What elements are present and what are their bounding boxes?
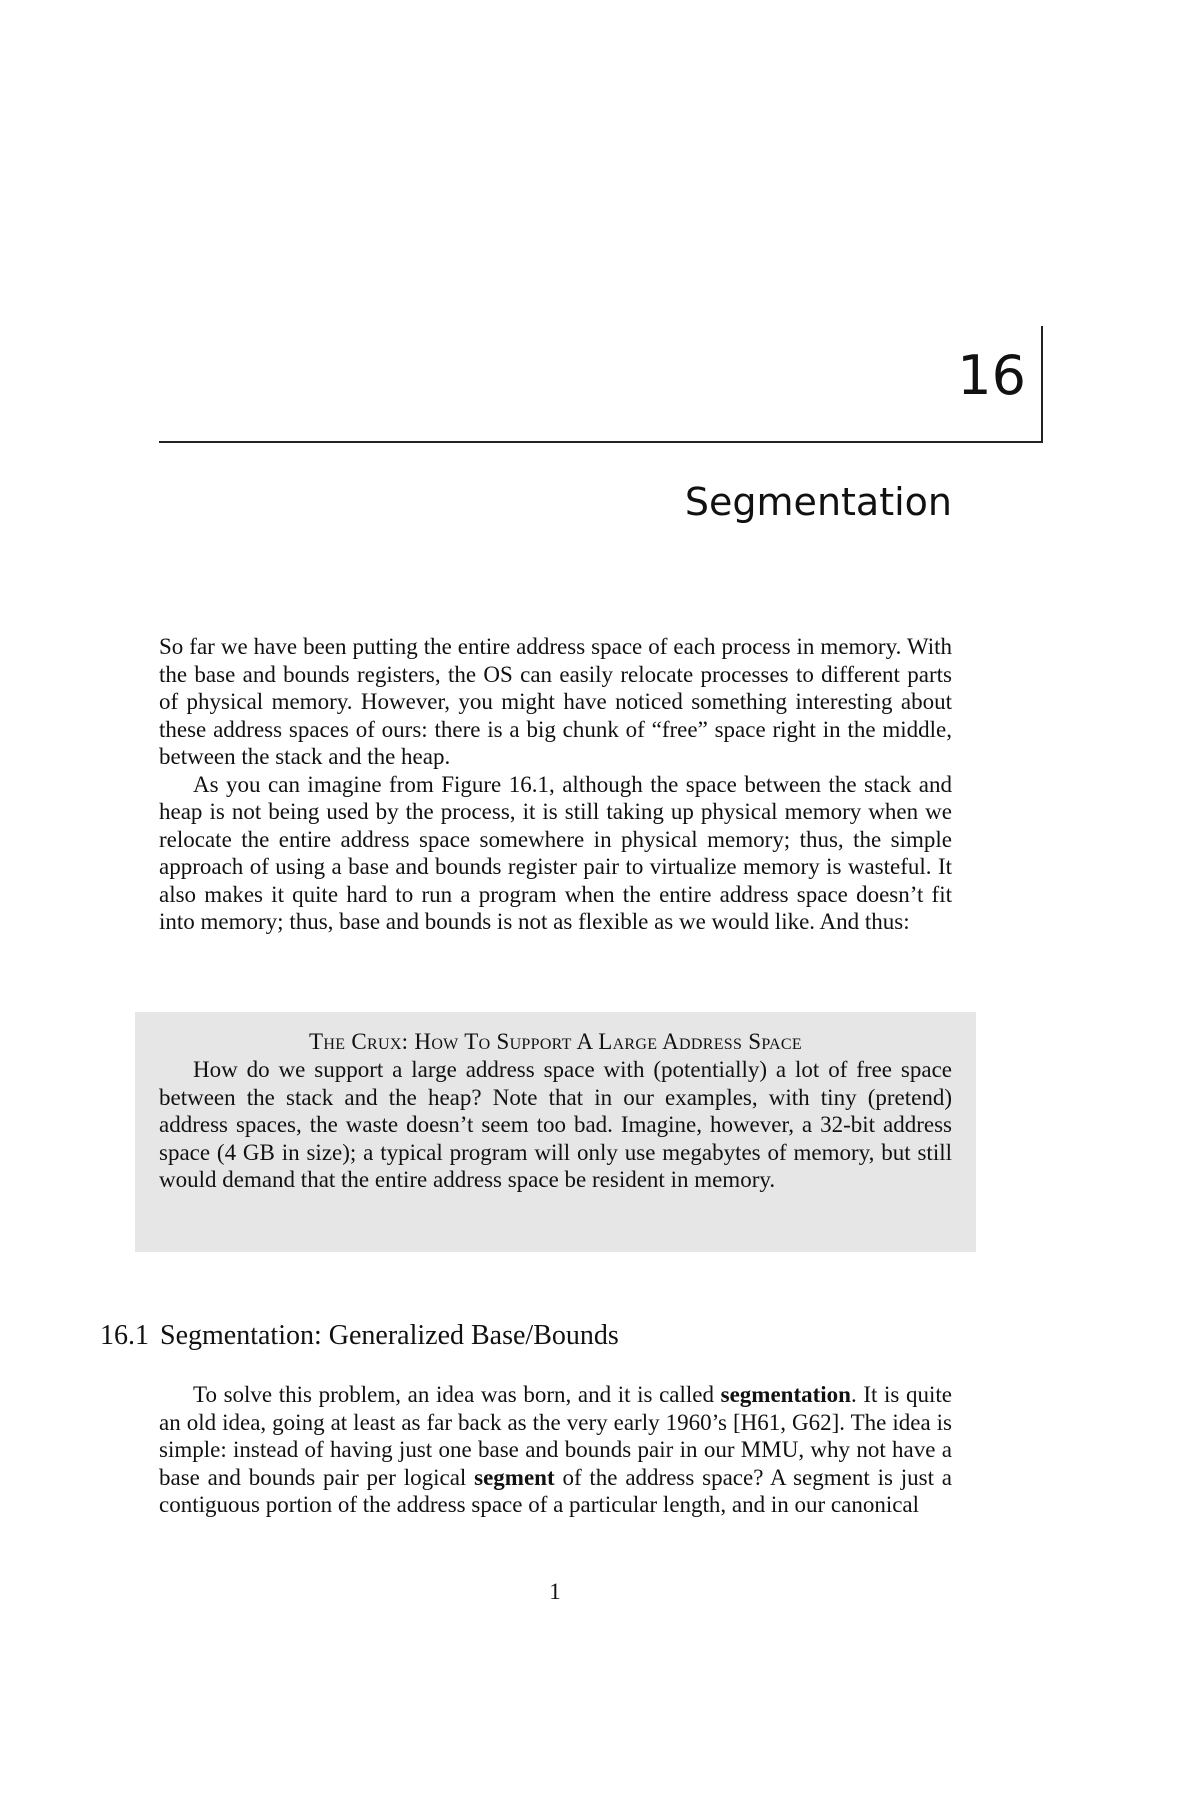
chapter-title: Segmentation: [684, 480, 952, 524]
chapter-vertical-rule: [1041, 326, 1043, 443]
chapter-horizontal-rule: [159, 441, 1043, 443]
intro-paragraph-1: So far we have been putting the entire address space of each process in memory. With the base and bounds registers, the OS can easily relocate processes to different parts of physical memory. However, you might have noticed something interesting about these address spaces of ours: there is a big chunk of “free” space right in the middle, between the stack and the heap.: [159, 634, 952, 769]
intro-paragraph-2: As you can imagine from Figure 16.1, although the space between the stack and heap is not being used by the process, it is still taking up physical memory when we relocate the entire address space somewhere in physical memory; thus, the simple approach of using a base and bounds register pair to virtualize memory is wasteful. It also makes it quite hard to run a program when the entire address space doesn’t fit into memory; thus, base and bounds is not as flexible as we would like. And thus:: [159, 771, 952, 934]
section-paragraph-1: [159, 1381, 952, 1519]
crux-title: The Crux: How To Support A Large Address Space: [309, 1029, 802, 1054]
term-segment: segment: [474, 1464, 555, 1490]
term-segmentation: segmentation: [720, 1382, 851, 1407]
chapter-number: 16: [957, 344, 1026, 407]
section-paragraph-1-part-a: To solve this problem, an idea was born, and it is called: [193, 1382, 721, 1407]
section-heading: [100, 1318, 1000, 1354]
page-number: 1: [549, 1579, 561, 1604]
section-body: [159, 1381, 952, 1519]
crux-body: How do we support a large address space with (potentially) a lot of free space between the stack and the heap? Note that in our examples, with tiny (pretend) address spaces, the waste doesn’t seem too bad. Imagine, however, a 32-bit address space (4 GB in size); a typical program will only use megabytes of memory, but still would demand that the entire address space be resident in memory.: [159, 1057, 952, 1192]
section-title: Segmentation: Generalized Base/Bounds: [160, 1320, 619, 1351]
intro-text: [159, 633, 952, 936]
crux-box: [135, 1012, 976, 1252]
crux-content: [159, 1028, 952, 1194]
section-paragraph-1-part-c: of the address space? A segment is just a contiguous portion of the address space of a particular length, and in our canonical: [159, 1464, 952, 1517]
section-number: 16.1: [100, 1320, 149, 1351]
section-paragraph-1-part-b: . It is quite an old idea, going at least as far back as the very early 1960’s [H61, G62]. The idea is simple: instead of having just one base and bounds pair in our MMU, why not have a base and bounds pair per logical: [159, 1382, 952, 1490]
